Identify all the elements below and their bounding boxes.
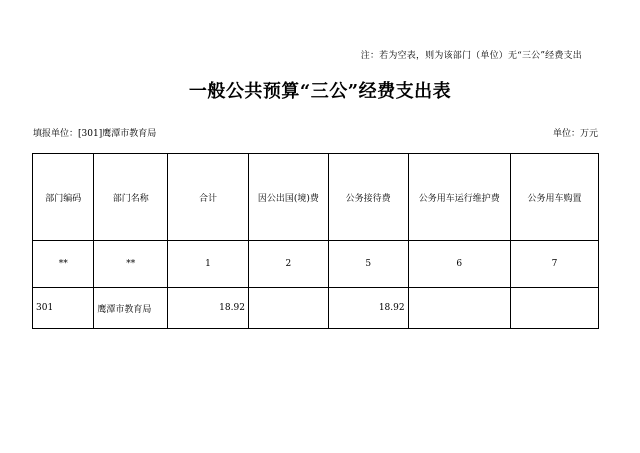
cell-vehicle-maintenance [408, 288, 510, 329]
reporting-unit: 填报单位：[301]鹰潭市教育局 [33, 129, 157, 139]
index-cell: 2 [248, 241, 328, 288]
currency-unit: 单位：万元 [552, 129, 598, 139]
cell-dept-name: 鹰潭市教育局 [94, 288, 168, 329]
header-overseas: 因公出国(境)费 [248, 154, 328, 241]
table-row [33, 288, 599, 329]
index-cell: 1 [168, 241, 249, 288]
note-text: 注：若为空表，则为该部门（单位）无“三公”经费支出 [360, 51, 582, 61]
header-dept-code: 部门编码 [33, 154, 94, 241]
cell-vehicle-purchase [510, 288, 598, 329]
index-cell: ** [33, 241, 94, 288]
index-cell: 6 [408, 241, 510, 288]
cell-reception: 18.92 [328, 288, 408, 329]
cell-total: 18.92 [168, 288, 249, 329]
header-dept-name: 部门名称 [94, 154, 168, 241]
index-row [33, 241, 599, 288]
index-cell: 5 [328, 241, 408, 288]
index-cell: ** [94, 241, 168, 288]
header-row [33, 154, 599, 241]
expense-table [32, 153, 599, 329]
cell-dept-code: 301 [33, 288, 94, 329]
header-vehicle-maintenance: 公务用车运行维护费 [408, 154, 510, 241]
header-vehicle-purchase: 公务用车购置 [510, 154, 598, 241]
page-title: 一般公共预算“三公”经费支出表 [188, 81, 452, 102]
header-total: 合计 [168, 154, 249, 241]
index-cell: 7 [510, 241, 598, 288]
cell-overseas [248, 288, 328, 329]
header-reception: 公务接待费 [328, 154, 408, 241]
